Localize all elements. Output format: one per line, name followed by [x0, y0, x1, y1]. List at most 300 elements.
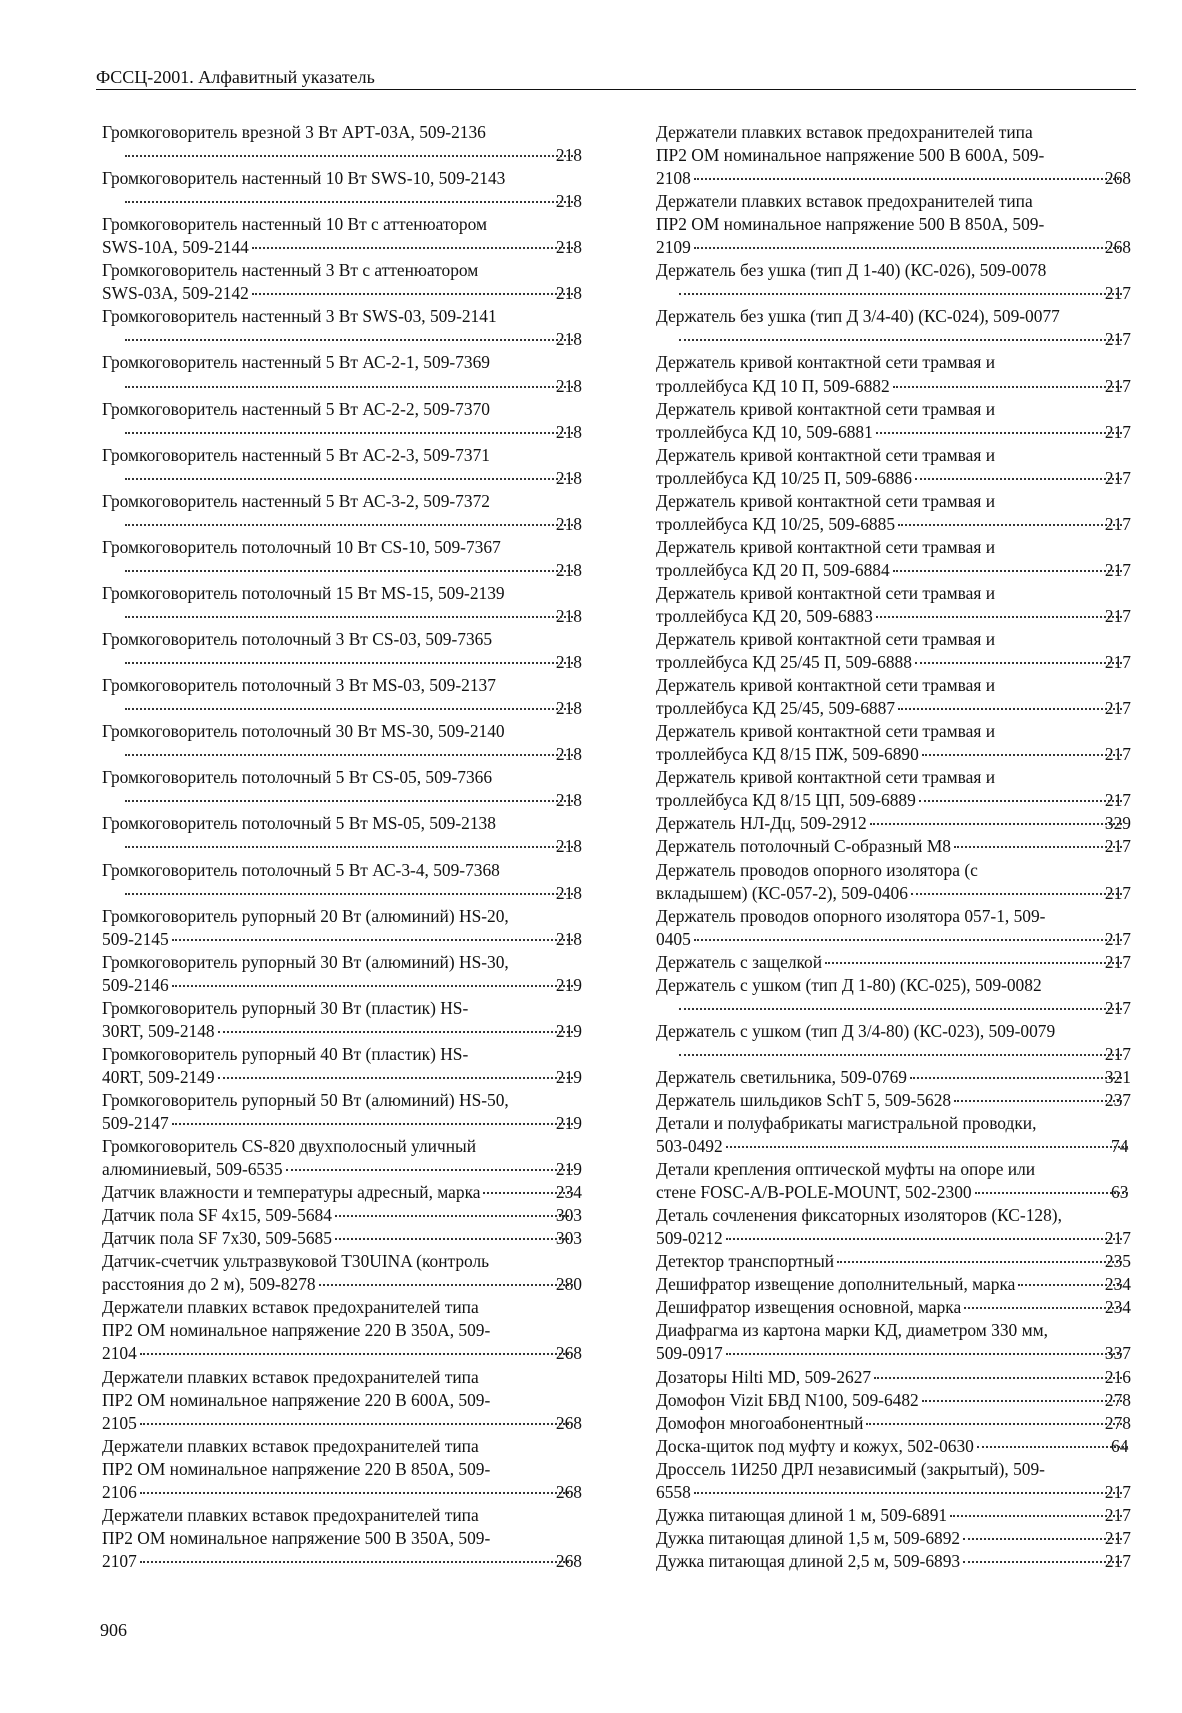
- entry-tail-text: Детектор транспортный: [656, 1251, 835, 1272]
- entry-page-number: 303: [555, 1205, 582, 1226]
- entry-tail-text: Держатель потолочный С-образный М8: [656, 836, 951, 857]
- entry-leader-line: [656, 789, 1131, 812]
- index-entry: [102, 1204, 582, 1227]
- index-entry: [656, 1089, 1131, 1112]
- entry-page-number: 217: [1104, 467, 1131, 488]
- index-entry: [102, 1250, 582, 1296]
- index-entry: [102, 213, 582, 259]
- entry-text-line: Держатель кривой контактной сети трамвая и: [656, 721, 996, 742]
- index-entry: [656, 720, 1131, 766]
- entry-leader-line: [122, 605, 582, 628]
- dot-leader: [893, 570, 1122, 572]
- entry-text-line: Громкоговоритель рупорный 30 Вт (пластик) HS-: [102, 997, 469, 1018]
- entry-leader-line: [656, 1089, 1131, 1112]
- dot-leader: [125, 754, 573, 756]
- index-entry: [102, 1089, 582, 1135]
- entry-tail-text: Дужка питающая длиной 1 м, 509-6891: [656, 1504, 948, 1525]
- dot-leader: [694, 1492, 1122, 1494]
- entry-text-line: Громкоговоритель рупорный 40 Вт (пластик) HS-: [102, 1043, 469, 1064]
- entry-leader-line: [122, 190, 582, 213]
- dot-leader: [172, 939, 573, 941]
- entry-text-line: Держатели плавких вставок предохранителей типа: [656, 191, 1033, 212]
- entry-text-line: ПР2 ОМ номинальное напряжение 220 В 350А, 509-: [102, 1320, 491, 1341]
- dot-leader: [679, 1054, 1122, 1056]
- entry-tail-text: вкладышем) (КС-057-2), 509-0406: [656, 882, 908, 903]
- dot-leader: [125, 155, 573, 157]
- entry-text-line: Держатели плавких вставок предохранителей типа: [102, 1435, 479, 1456]
- dot-leader: [876, 432, 1122, 434]
- index-entry: [102, 1227, 582, 1250]
- entry-leader-line: [656, 375, 1131, 398]
- entry-tail-text: 509-0917: [656, 1343, 723, 1364]
- entry-tail-text: 6558: [656, 1481, 691, 1502]
- entry-text-line: Держатель без ушка (тип Д 1-40) (КС-026), 509-0078: [656, 260, 1047, 281]
- dot-leader: [140, 1353, 573, 1355]
- entry-page-number: 217: [1104, 375, 1131, 396]
- entry-leader-line: [656, 882, 1131, 905]
- index-entry: [656, 305, 1131, 351]
- entry-leader-line: [656, 559, 1131, 582]
- index-entry: [656, 490, 1131, 536]
- entry-tail-text: 2105: [102, 1412, 137, 1433]
- entry-tail-text: троллейбуса КД 10/25, 509-6885: [656, 513, 896, 534]
- entry-page-number: 218: [555, 191, 582, 212]
- entry-tail-text: троллейбуса КД 10 П, 509-6882: [656, 375, 890, 396]
- index-entry: [102, 582, 582, 628]
- entry-tail-text: 0405: [656, 928, 691, 949]
- entry-page-number: 217: [1104, 928, 1131, 949]
- entry-page-number: 218: [555, 790, 582, 811]
- entry-page-number: 218: [555, 744, 582, 765]
- entry-page-number: 219: [555, 974, 582, 995]
- dot-leader: [125, 893, 573, 895]
- dot-leader: [125, 339, 573, 341]
- index-entry: [102, 1043, 582, 1089]
- dot-leader: [125, 570, 573, 572]
- entry-leader-line: [656, 513, 1131, 536]
- entry-page-number: 218: [555, 698, 582, 719]
- index-entry: [656, 835, 1131, 858]
- entry-page-number: 217: [1104, 605, 1131, 626]
- dot-leader: [922, 754, 1122, 756]
- entry-text-line: ПР2 ОМ номинальное напряжение 500 В 350А, 509-: [102, 1527, 491, 1548]
- entry-leader-line: [656, 1527, 1131, 1550]
- index-entry: [656, 1435, 1131, 1458]
- entry-tail-text: 30RT, 509-2148: [102, 1020, 215, 1041]
- index-entry: [102, 121, 582, 167]
- index-entry: [656, 1550, 1131, 1573]
- page-number: 906: [100, 1620, 127, 1640]
- entry-leader-line: [656, 697, 1131, 720]
- entry-tail-text: Датчик пола SF 7x30, 509-5685: [102, 1228, 332, 1249]
- entry-leader-line: [122, 421, 582, 444]
- entry-page-number: 303: [555, 1228, 582, 1249]
- entry-tail-text: 2109: [656, 237, 691, 258]
- index-entry: [102, 305, 582, 351]
- dot-leader: [963, 1561, 1122, 1563]
- entry-leader-line: [656, 1550, 1131, 1573]
- index-entry: [656, 398, 1131, 444]
- index-entry: [656, 121, 1131, 190]
- dot-leader: [726, 1238, 1122, 1240]
- entry-text-line: Держатели плавких вставок предохранителей типа: [102, 1297, 479, 1318]
- entry-leader-line: [656, 1389, 1131, 1412]
- dot-leader: [915, 478, 1122, 480]
- entry-leader-line: [656, 1296, 1131, 1319]
- dot-leader: [125, 846, 573, 848]
- entry-leader-line: [656, 467, 1131, 490]
- entry-page-number: 218: [555, 237, 582, 258]
- entry-text-line: Громкоговоритель настенный 5 Вт АС-3-2, 509-7372: [102, 490, 490, 511]
- dot-leader: [919, 800, 1122, 802]
- entry-tail-text: Держатель светильника, 509-0769: [656, 1066, 907, 1087]
- entry-leader-line: [102, 236, 582, 259]
- index-entry: [656, 628, 1131, 674]
- index-entry: [656, 1158, 1131, 1204]
- entry-tail-text: 2106: [102, 1481, 137, 1502]
- dot-leader: [915, 662, 1122, 664]
- entry-leader-line: [122, 835, 582, 858]
- entry-page-number: 268: [1104, 237, 1131, 258]
- entry-leader-line: [102, 282, 582, 305]
- entry-text-line: Держатель кривой контактной сети трамвая и: [656, 629, 996, 650]
- dot-leader: [898, 524, 1122, 526]
- entry-leader-line: [676, 328, 1131, 351]
- entry-text-line: Держатель кривой контактной сети трамвая и: [656, 444, 996, 465]
- entry-leader-line: [676, 997, 1131, 1020]
- entry-text-line: Громкоговоритель настенный 5 Вт АС-2-2, 509-7370: [102, 398, 490, 419]
- index-entry: [102, 859, 582, 905]
- entry-leader-line: [656, 1481, 1131, 1504]
- index-entry: [102, 951, 582, 997]
- entry-leader-line: [656, 236, 1131, 259]
- entry-tail-text: 509-0212: [656, 1228, 723, 1249]
- entry-text-line: Держатель с ушком (тип Д 3/4-80) (КС-023), 509-0079: [656, 1020, 1056, 1041]
- entry-leader-line: [122, 789, 582, 812]
- entry-page-number: 219: [555, 1066, 582, 1087]
- index-entry: [102, 720, 582, 766]
- entry-text-line: Держатель проводов опорного изолятора (с: [656, 859, 978, 880]
- dot-leader: [870, 823, 1122, 825]
- entry-tail-text: троллейбуса КД 8/15 ЦП, 509-6889: [656, 790, 916, 811]
- index-entry: [656, 1458, 1131, 1504]
- entry-text-line: Громкоговоритель потолочный 5 Вт MS-05, 509-2138: [102, 813, 496, 834]
- dot-leader: [825, 962, 1122, 964]
- entry-leader-line: [102, 1273, 582, 1296]
- entry-leader-line: [656, 951, 1131, 974]
- header-title: ФССЦ-2001. Алфавитный указатель: [96, 67, 375, 87]
- dot-leader: [252, 247, 573, 249]
- entry-text-line: Детали крепления оптической муфты на опоре или: [656, 1159, 1036, 1180]
- entry-page-number: 235: [1104, 1251, 1131, 1272]
- entry-page-number: 216: [1104, 1366, 1131, 1387]
- dot-leader: [893, 386, 1122, 388]
- entry-page-number: 219: [555, 1113, 582, 1134]
- index-entry: [102, 167, 582, 213]
- index-entry: [656, 351, 1131, 397]
- index-entry: [656, 859, 1131, 905]
- entry-page-number: 268: [555, 1343, 582, 1364]
- entry-tail-text: Доска-щиток под муфту и кожух, 502-0630: [656, 1435, 974, 1456]
- entry-page-number: 218: [555, 513, 582, 534]
- entry-text-line: Держатели плавких вставок предохранителей типа: [102, 1504, 479, 1525]
- entry-text-line: Держатель проводов опорного изолятора 057-1, 509-: [656, 905, 1046, 926]
- entry-text-line: ПР2 ОМ номинальное напряжение 500 В 600А, 509-: [656, 145, 1045, 166]
- entry-page-number: 218: [555, 652, 582, 673]
- entry-tail-text: троллейбуса КД 20 П, 509-6884: [656, 559, 890, 580]
- entry-text-line: Громкоговоритель потолочный 5 Вт CS-05, 509-7366: [102, 767, 493, 788]
- entry-leader-line: [122, 513, 582, 536]
- entry-page-number: 217: [1104, 1550, 1131, 1571]
- entry-page-number: 218: [555, 836, 582, 857]
- entry-page-number: 321: [1104, 1066, 1131, 1087]
- entry-leader-line: [102, 1020, 582, 1043]
- entry-text-line: Держатель кривой контактной сети трамвая и: [656, 582, 996, 603]
- index-entry: [656, 1366, 1131, 1389]
- entry-text-line: ПР2 ОМ номинальное напряжение 220 В 850А, 509-: [102, 1458, 491, 1479]
- entry-page-number: 217: [1104, 1504, 1131, 1525]
- entry-leader-line: [102, 928, 582, 951]
- entry-text-line: Громкоговоритель потолочный 15 Вт MS-15, 509-2139: [102, 582, 505, 603]
- entry-tail-text: троллейбуса КД 25/45 П, 509-6888: [656, 652, 912, 673]
- index-entry: [656, 582, 1131, 628]
- dot-leader: [954, 1100, 1122, 1102]
- entry-page-number: 217: [1104, 790, 1131, 811]
- entry-page-number: 217: [1104, 1043, 1131, 1064]
- dot-leader: [483, 1192, 572, 1194]
- index-entry: [656, 1504, 1131, 1527]
- index-entry: [656, 1204, 1131, 1250]
- dot-leader: [977, 1446, 1128, 1448]
- entry-leader-line: [656, 1412, 1131, 1435]
- entry-tail-text: Дозаторы Hilti MD, 509-2627: [656, 1366, 872, 1387]
- entry-page-number: 217: [1104, 283, 1131, 304]
- entry-leader-line: [102, 1227, 582, 1250]
- entry-text-line: Держатель с ушком (тип Д 1-80) (КС-025), 509-0082: [656, 974, 1042, 995]
- entry-text-line: Детали и полуфабрикаты магистральной проводки,: [656, 1113, 1037, 1134]
- entry-tail-text: Дужка питающая длиной 1,5 м, 509-6892: [656, 1527, 961, 1548]
- entry-leader-line: [656, 835, 1131, 858]
- entry-leader-line: [656, 743, 1131, 766]
- entry-text-line: Держатель кривой контактной сети трамвая и: [656, 767, 996, 788]
- dot-leader: [726, 1353, 1122, 1355]
- index-entry: [102, 259, 582, 305]
- entry-leader-line: [656, 928, 1131, 951]
- dot-leader: [694, 247, 1122, 249]
- entry-page-number: 217: [1104, 421, 1131, 442]
- entry-page-number: 218: [555, 882, 582, 903]
- entry-leader-line: [656, 1066, 1131, 1089]
- entry-leader-line: [102, 1412, 582, 1435]
- entry-page-number: 217: [1104, 1228, 1131, 1249]
- entry-page-number: 217: [1104, 997, 1131, 1018]
- entry-tail-text: Датчик влажности и температуры адресный, марка: [102, 1182, 481, 1203]
- entry-leader-line: [656, 421, 1131, 444]
- dot-leader: [679, 1008, 1122, 1010]
- entry-text-line: Громкоговоритель потолочный 10 Вт CS-10, 509-7367: [102, 536, 501, 557]
- entry-page-number: 217: [1104, 882, 1131, 903]
- entry-leader-line: [656, 1504, 1131, 1527]
- entry-leader-line: [656, 605, 1131, 628]
- entry-page-number: 329: [1104, 813, 1131, 834]
- dot-leader: [140, 1423, 573, 1425]
- entry-page-number: 217: [1104, 1481, 1131, 1502]
- entry-text-line: Держатели плавких вставок предохранителей типа: [102, 1366, 479, 1387]
- entry-page-number: 218: [555, 559, 582, 580]
- dot-leader: [911, 893, 1122, 895]
- entry-text-line: Громкоговоритель настенный 5 Вт АС-2-3, 509-7371: [102, 444, 490, 465]
- entry-text-line: Дроссель 1И250 ДРЛ независимый (закрытый), 509-: [656, 1458, 1045, 1479]
- entry-text-line: Громкоговоритель настенный 5 Вт АС-2-1, 509-7369: [102, 352, 490, 373]
- entry-text-line: Громкоговоритель рупорный 20 Вт (алюминий) HS-20,: [102, 905, 509, 926]
- dot-leader: [679, 339, 1122, 341]
- entry-tail-text: Держатель шильдиков SchT 5, 509-5628: [656, 1089, 952, 1110]
- entry-page-number: 217: [1104, 951, 1131, 972]
- entry-page-number: 268: [1104, 168, 1131, 189]
- dot-leader: [335, 1215, 573, 1217]
- entry-tail-text: Домофон многоабонентный: [656, 1412, 864, 1433]
- entry-text-line: Громкоговоритель настенный 3 Вт с аттенюатором: [102, 260, 479, 281]
- entry-page-number: 268: [555, 1550, 582, 1571]
- entry-page-number: 217: [1104, 329, 1131, 350]
- index-entry: [656, 1296, 1131, 1319]
- index-entry: [102, 1504, 582, 1573]
- dot-leader: [1018, 1284, 1122, 1286]
- entry-text-line: Громкоговоритель потолочный 30 Вт MS-30, 509-2140: [102, 721, 505, 742]
- entry-leader-line: [122, 559, 582, 582]
- dot-leader: [125, 708, 573, 710]
- dot-leader: [172, 985, 573, 987]
- entry-leader-line: [656, 812, 1131, 835]
- entry-leader-line: [122, 651, 582, 674]
- entry-tail-text: 2108: [656, 168, 691, 189]
- index-entry: [656, 1273, 1131, 1296]
- index-entry: [102, 444, 582, 490]
- entry-text-line: Держатель кривой контактной сети трамвая и: [656, 536, 996, 557]
- dot-leader: [335, 1238, 573, 1240]
- entry-leader-line: [656, 167, 1131, 190]
- dot-leader: [726, 1146, 1128, 1148]
- running-header: [96, 66, 1136, 90]
- entry-page-number: 218: [555, 375, 582, 396]
- entry-tail-text: 509-2146: [102, 974, 169, 995]
- entry-leader-line: [102, 1066, 582, 1089]
- entry-leader-line: [676, 1043, 1131, 1066]
- index-entry: [102, 1366, 582, 1435]
- entry-tail-text: троллейбуса КД 10/25 П, 509-6886: [656, 467, 912, 488]
- entry-page-number: 278: [1104, 1389, 1131, 1410]
- dot-leader: [125, 386, 573, 388]
- entry-text-line: Держатель кривой контактной сети трамвая и: [656, 675, 996, 696]
- entry-text-line: Держатель кривой контактной сети трамвая и: [656, 490, 996, 511]
- index-entry: [102, 997, 582, 1043]
- dot-leader: [975, 1192, 1128, 1194]
- dot-leader: [954, 846, 1122, 848]
- index-entry: [656, 1112, 1131, 1158]
- dot-leader: [172, 1123, 573, 1125]
- index-entry: [656, 536, 1131, 582]
- entry-tail-text: стене FOSC-A/B-POLE-MOUNT, 502-2300: [656, 1182, 972, 1203]
- entry-text-line: Датчик-счетчик ультразвуковой T30UINA (контроль: [102, 1251, 490, 1272]
- index-entry: [102, 536, 582, 582]
- dot-leader: [125, 201, 573, 203]
- index-entry: [102, 674, 582, 720]
- entry-tail-text: SWS-03A, 509-2142: [102, 283, 249, 304]
- entry-leader-line: [102, 1204, 582, 1227]
- entry-text-line: Громкоговоритель настенный 10 Вт SWS-10, 509-2143: [102, 168, 506, 189]
- dot-leader: [679, 293, 1122, 295]
- entry-text-line: Деталь сочленения фиксаторных изоляторов (КС-128),: [656, 1205, 1062, 1226]
- dot-leader: [922, 1400, 1122, 1402]
- index-entry: [656, 1250, 1131, 1273]
- index-entry: [102, 628, 582, 674]
- entry-page-number: 218: [555, 145, 582, 166]
- entry-tail-text: 503-0492: [656, 1136, 723, 1157]
- index-entry: [102, 812, 582, 858]
- entry-tail-text: 40RT, 509-2149: [102, 1066, 215, 1087]
- index-entry: [102, 1181, 582, 1204]
- entry-text-line: Держатель без ушка (тип Д 3/4-40) (КС-024), 509-0077: [656, 306, 1060, 327]
- index-column-right: [656, 121, 1131, 1573]
- dot-leader: [140, 1561, 573, 1563]
- entry-page-number: 217: [1104, 513, 1131, 534]
- index-entry: [656, 974, 1131, 1020]
- entry-tail-text: Держатель НЛ-Дц, 509-2912: [656, 813, 867, 834]
- entry-leader-line: [656, 1366, 1131, 1389]
- entry-leader-line: Доска-щиток под муфту и кожух, 502-0630 64: [676, 1435, 1131, 1458]
- dot-leader: [694, 178, 1122, 180]
- dot-leader: [218, 1031, 573, 1033]
- index-entry: [656, 444, 1131, 490]
- entry-text-line: Громкоговоритель настенный 3 Вт SWS-03, 509-2141: [102, 306, 497, 327]
- entry-leader-line: [656, 1342, 1131, 1365]
- entry-leader-line: [122, 328, 582, 351]
- index-entry: [656, 1527, 1131, 1550]
- entry-page-number: 280: [555, 1274, 582, 1295]
- dot-leader: [694, 939, 1122, 941]
- entry-page-number: 268: [555, 1412, 582, 1433]
- index-entry: [102, 766, 582, 812]
- entry-leader-line: [102, 974, 582, 997]
- entry-tail-text: расстояния до 2 м), 509-8278: [102, 1274, 316, 1295]
- entry-page-number: 237: [1104, 1089, 1131, 1110]
- entry-tail-text: Датчик пола SF 4x15, 509-5684: [102, 1205, 332, 1226]
- entry-tail-text: троллейбуса КД 8/15 ПЖ, 509-6890: [656, 744, 919, 765]
- index-entry: [102, 1135, 582, 1181]
- dot-leader: [876, 616, 1122, 618]
- dot-leader: [125, 800, 573, 802]
- dot-leader: [252, 293, 573, 295]
- index-column-left: [102, 121, 582, 1573]
- entry-text-line: Держатель кривой контактной сети трамвая и: [656, 398, 996, 419]
- entry-leader-line: [122, 743, 582, 766]
- entry-tail-text: Домофон Vizit БВД N100, 509-6482: [656, 1389, 919, 1410]
- entry-leader-line: [102, 1181, 582, 1204]
- entry-tail-text: 509-2145: [102, 928, 169, 949]
- entry-page-number: 217: [1104, 1527, 1131, 1548]
- entry-leader-line: [676, 282, 1131, 305]
- entry-tail-text: Дужка питающая длиной 2,5 м, 509-6893: [656, 1550, 961, 1571]
- entry-page-number: 268: [555, 1481, 582, 1502]
- entry-page-number: 218: [555, 283, 582, 304]
- dot-leader: [964, 1307, 1122, 1309]
- entry-text-line: Громкоговоритель настенный 10 Вт с аттенюатором: [102, 214, 487, 235]
- index-entry: [102, 1296, 582, 1365]
- entry-page-number: 217: [1104, 559, 1131, 580]
- entry-text-line: ПР2 ОМ номинальное напряжение 500 В 850А, 509-: [656, 214, 1045, 235]
- entry-page-number: 217: [1104, 744, 1131, 765]
- entry-text-line: Громкоговоритель врезной 3 Вт АРТ-03А, 509-2136: [102, 122, 486, 142]
